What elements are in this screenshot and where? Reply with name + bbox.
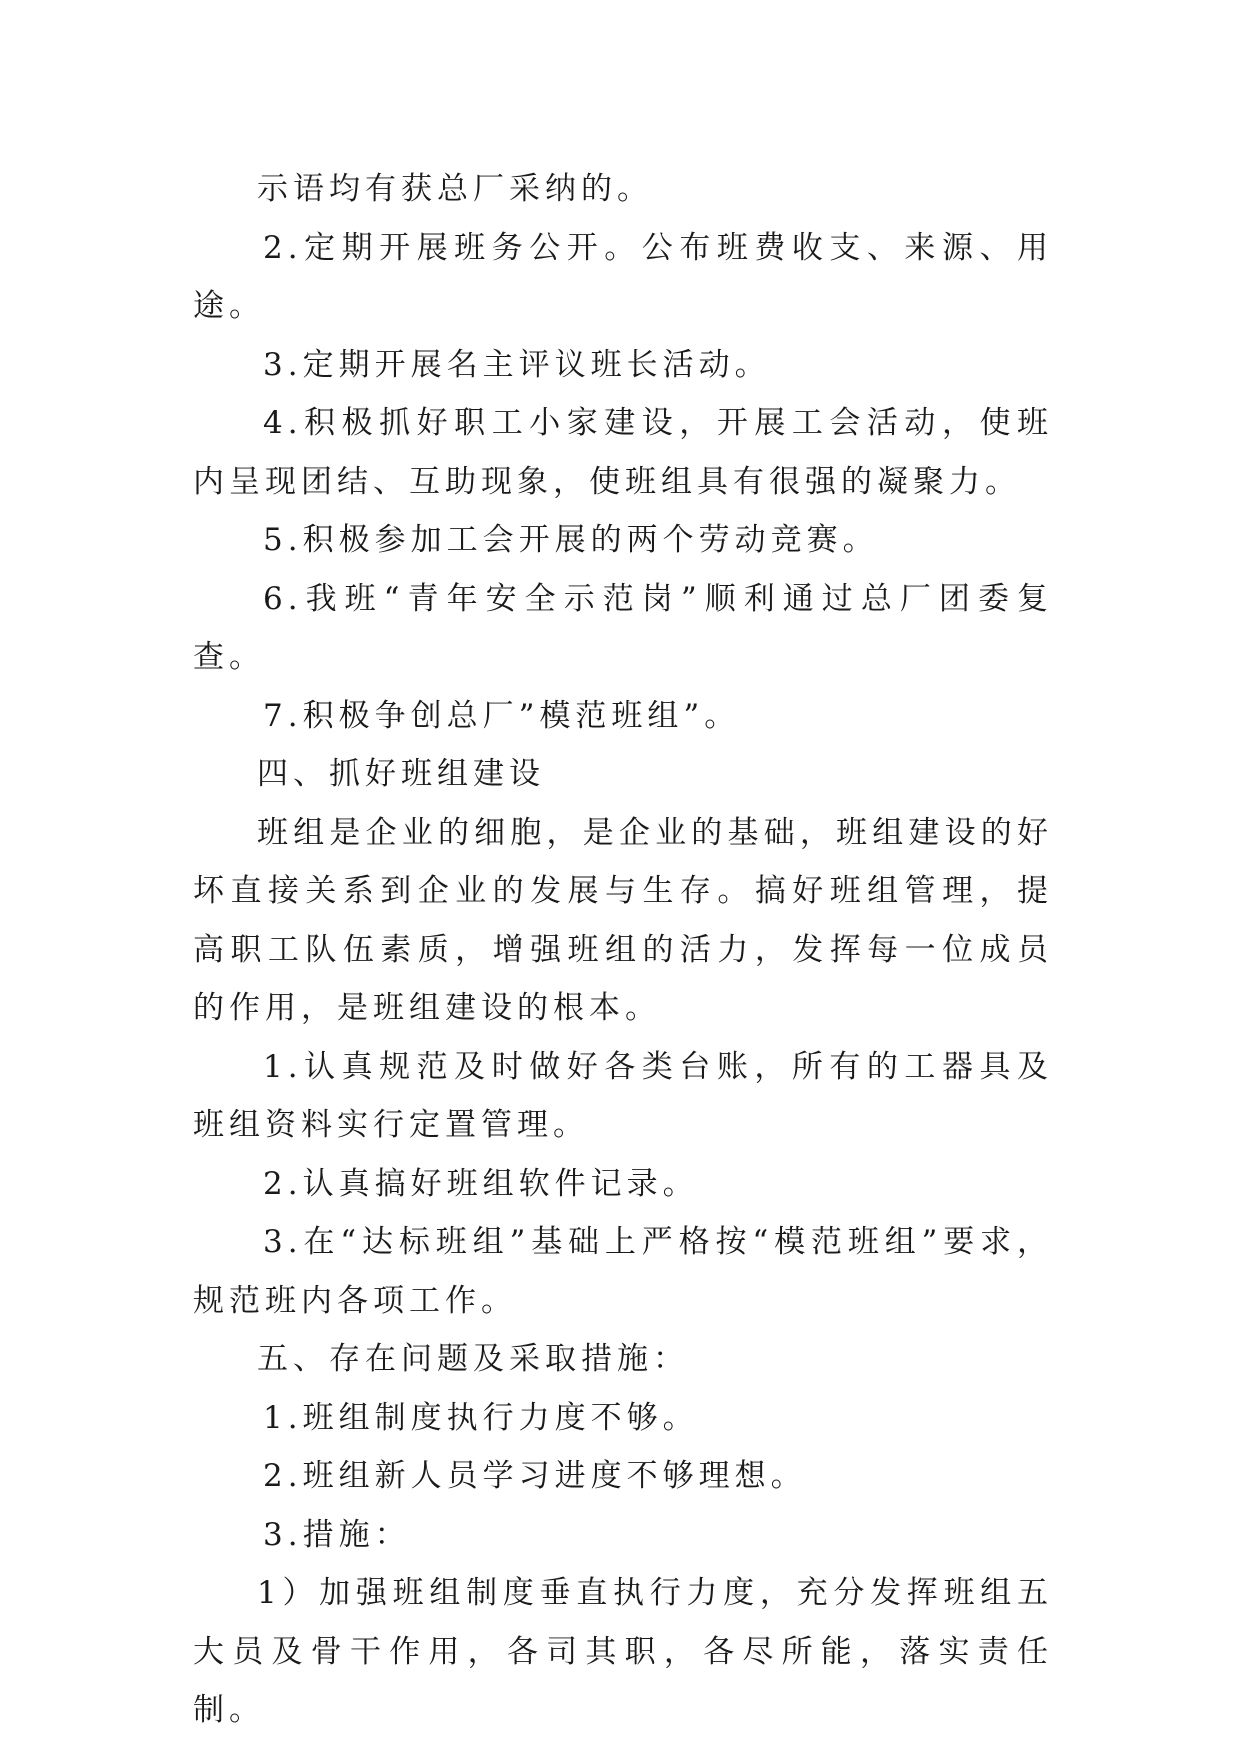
section-heading-5: 五、存在问题及采取措施： <box>257 1341 689 1377</box>
section-5-item-1: 1.班组制度执行力度不够。 <box>263 1399 699 1436</box>
section-4-item-3: 3.在“达标班组”基础上严格按“模范班组”要求，规范班内各项工作。 <box>193 1224 1053 1319</box>
list-item-5: 5.积极参加工会开展的两个劳动竞赛。 <box>263 522 879 558</box>
list-item-2: 2.定期开展班务公开。公布班费收支、来源、用途。 <box>193 229 1053 324</box>
list-item-3: 3.定期开展名主评议班长活动。 <box>263 346 771 383</box>
section-4-intro: 班组是企业的细胞，是企业的基础，班组建设的好坏直接关系到企业的发展与生存。搞好班组管理，提高职工队伍素质，增强班组的活力，发挥每一位成员的作用，是班组建设的根本。 <box>193 814 1053 1026</box>
measure-item-1: 1）加强班组制度垂直执行力度，充分发挥班组五大员及骨干作用，各司其职，各尽所能，落实责任制。 <box>193 1575 1053 1728</box>
section-5-item-2: 2.班组新人员学习进度不够理想。 <box>263 1458 807 1494</box>
list-item-4: 4.积极抓好职工小家建设，开展工会活动，使班内呈现团结、互助现象，使班组具有很强的凝聚力。 <box>193 405 1053 500</box>
document-body <box>193 160 1053 1740</box>
section-5-item-3: 3.措施： <box>263 1516 411 1553</box>
section-4-item-2: 2.认真搞好班组软件记录。 <box>263 1165 699 1202</box>
list-item-6: 6.我班“青年安全示范岗”顺利通过总厂团委复查。 <box>193 580 1053 675</box>
paragraph-continuation: 示语均有获总厂采纳的。 <box>257 171 653 207</box>
list-item-7: 7.积极争创总厂”模范班组”。 <box>263 697 741 734</box>
section-4-item-1: 1.认真规范及时做好各类台账，所有的工器具及班组资料实行定置管理。 <box>193 1048 1053 1143</box>
section-heading-4: 四、抓好班组建设 <box>257 756 545 792</box>
